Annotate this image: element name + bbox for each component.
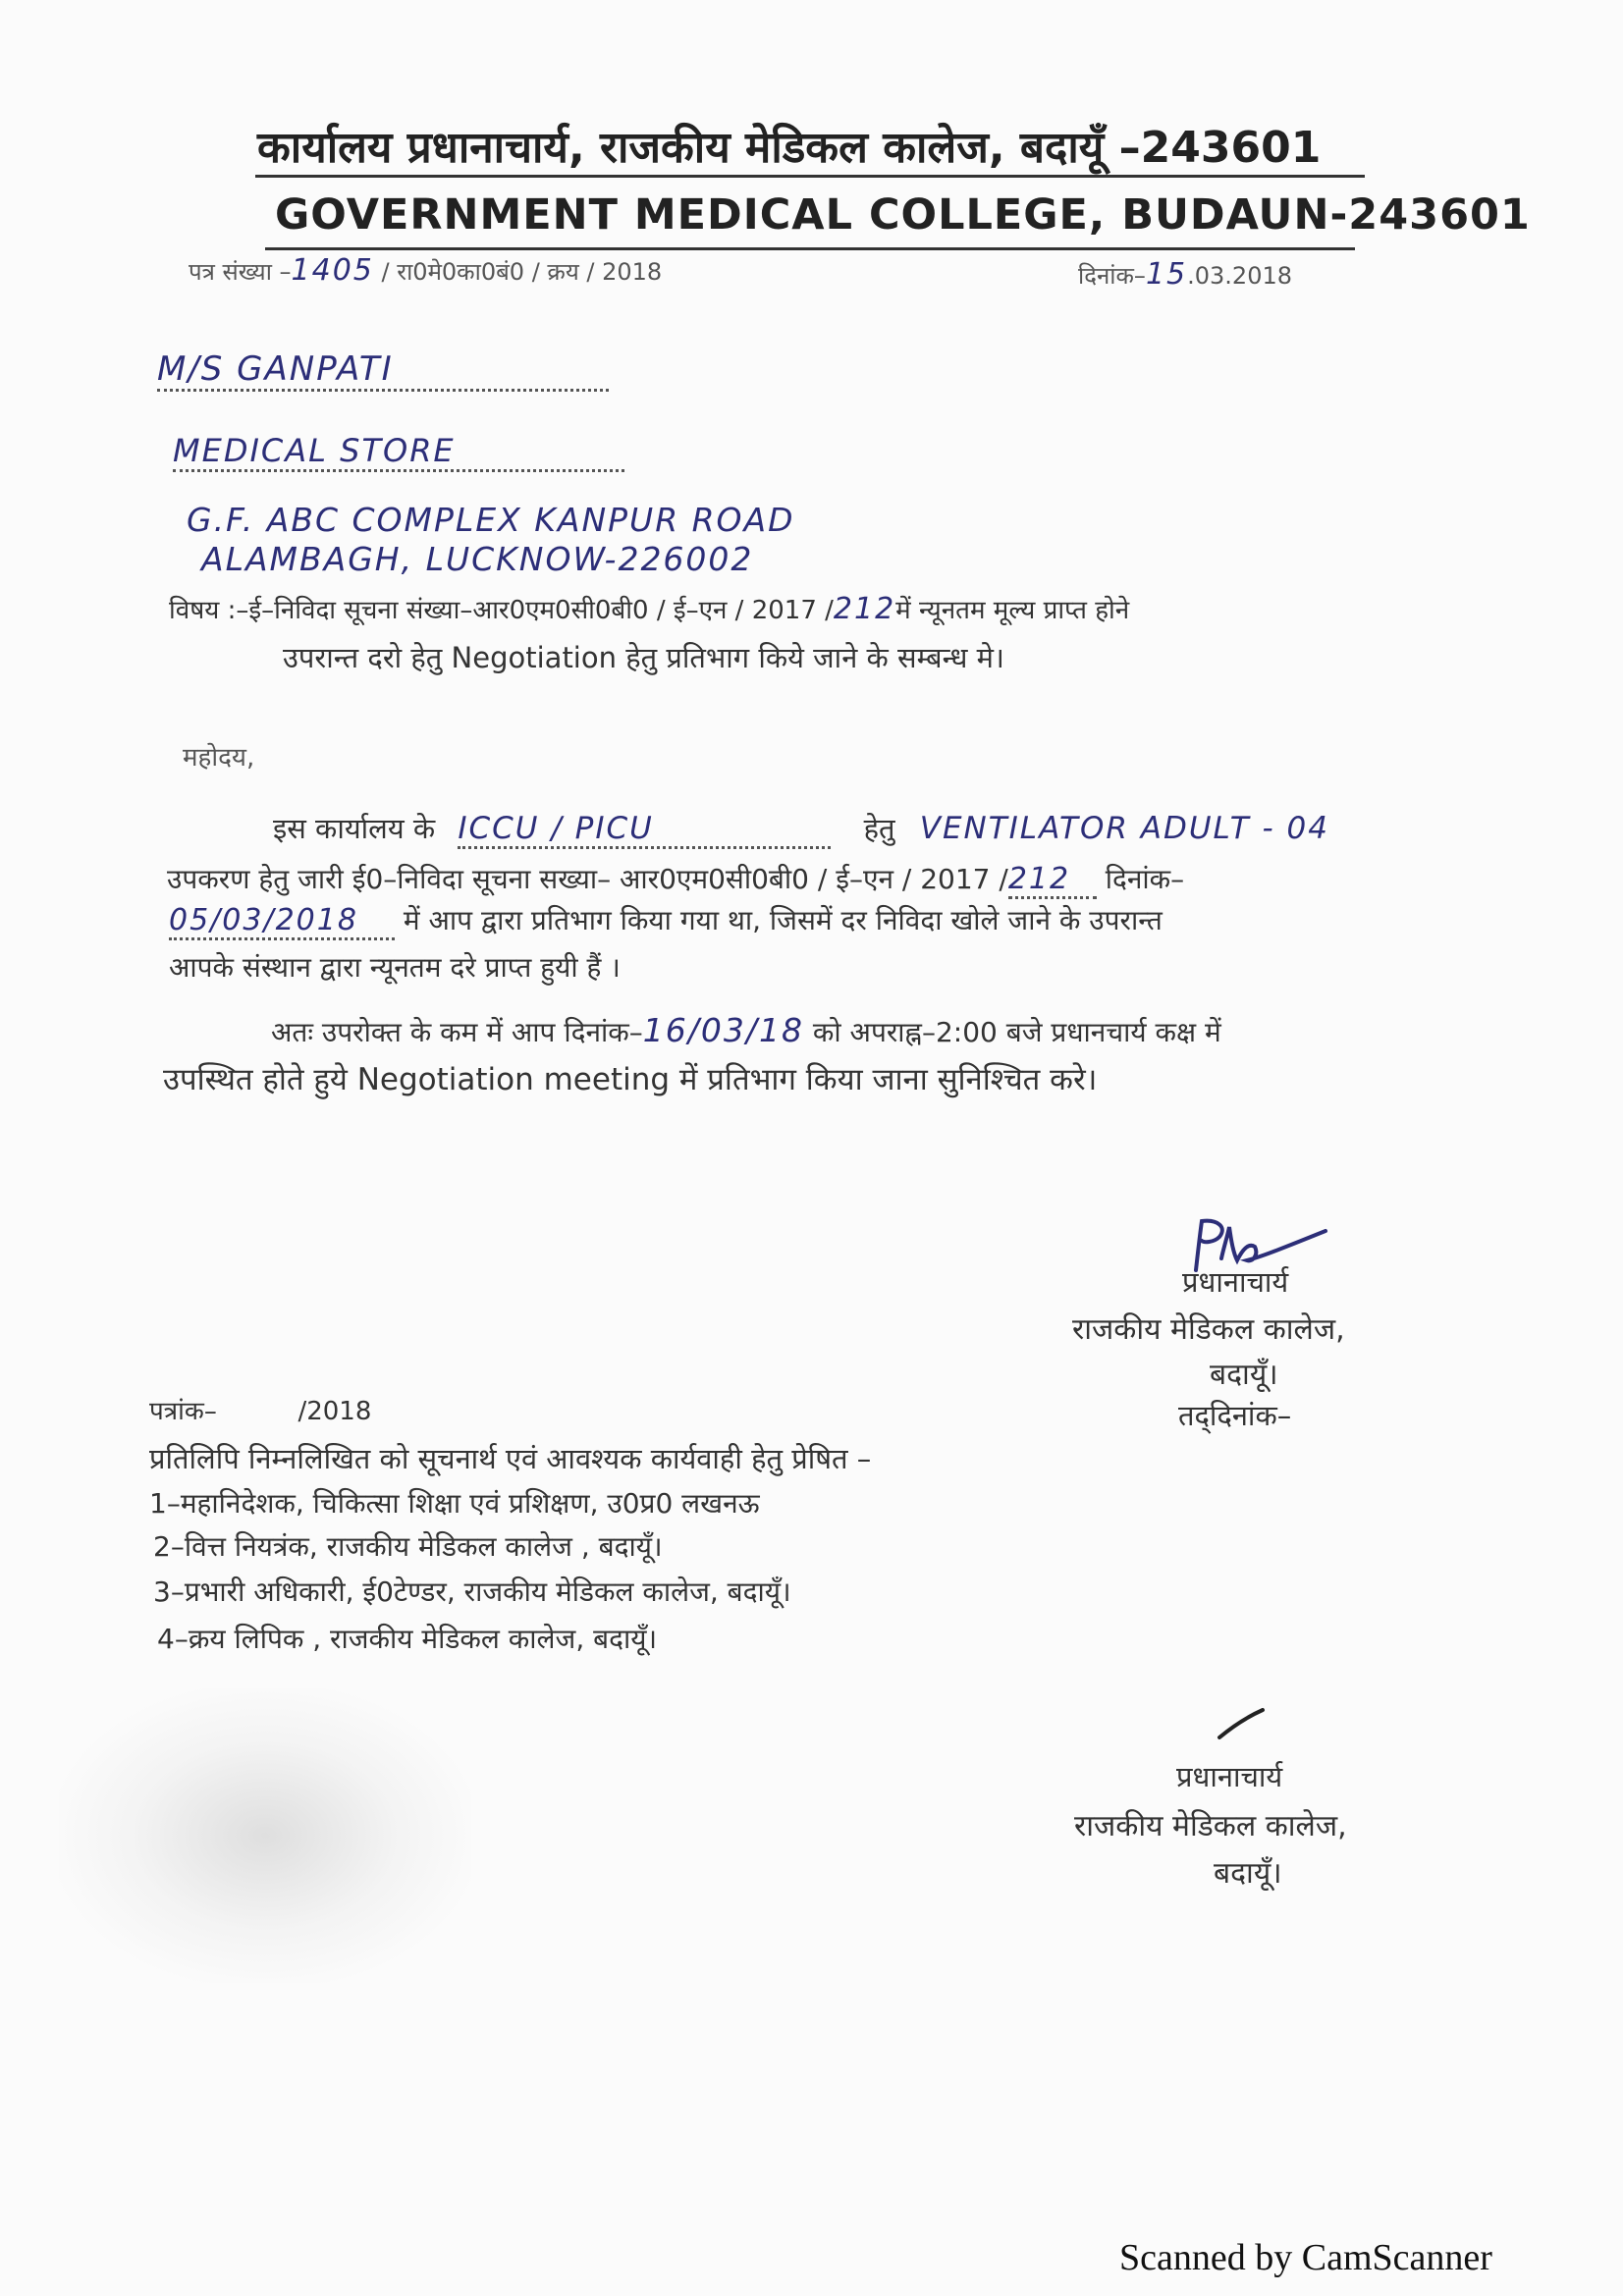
para2-line-2: उपस्थित होते हुये Negotiation meeting में प्रतिभाग किया जाना सुनिश्चित करे।	[163, 1062, 1098, 1097]
salutation: महोदय,	[183, 743, 255, 773]
reference-number: पत्र संख्या –1405 / रा0मे0का0बं0 / क्रय / 2018	[189, 253, 663, 288]
copy-item-3: 3–प्रभारी अधिकारी, ई0टेण्डर, राजकीय मेडिकल कालेज, बदायूँ।	[153, 1575, 791, 1608]
copy-item-4: 4–क्रय लिपिक , राजकीय मेडिकल कालेज, बदायूँ।	[157, 1623, 658, 1655]
college-title-english: GOVERNMENT MEDICAL COLLEGE, BUDAUN-243601	[275, 190, 1531, 240]
signatory-title: प्रधानाचार्य	[1182, 1265, 1289, 1299]
subject-tender-number-handwritten: 212	[833, 592, 896, 626]
header-rule-top	[255, 175, 1365, 178]
department-handwritten: ICCU / PICU	[458, 811, 831, 849]
copy-reference: पत्रांक– /2018	[149, 1397, 372, 1426]
signatory2-org: राजकीय मेडिकल कालेज,	[1074, 1809, 1347, 1843]
para1-line-4: आपके संस्थान द्वारा न्यूनतम दरे प्राप्त हुयी हैं ।	[169, 951, 621, 984]
para1-line-1: इस कार्यालय के ICCU / PICU हेतु VENTILATOR ADULT - 04	[273, 809, 1329, 849]
same-date-label: तद्‌दिनांक–	[1178, 1399, 1292, 1432]
signatory2-city: बदायूँ।	[1214, 1856, 1282, 1891]
equipment-handwritten: VENTILATOR ADULT - 04	[919, 811, 1329, 846]
signatory2-title: प्रधानाचार्य	[1176, 1760, 1283, 1793]
addressee-line-3: G.F. ABC COMPLEX KANPUR ROAD	[187, 501, 795, 539]
signatory-city: बदायूँ।	[1210, 1358, 1278, 1392]
initial-mark	[1214, 1704, 1272, 1743]
addressee-line-4: ALAMBAGH, LUCKNOW-226002	[201, 540, 754, 578]
para1-tender-number-handwritten: 212	[1008, 862, 1097, 899]
letter-date: दिनांक–15.03.2018	[1078, 257, 1292, 292]
meeting-date-handwritten: 16/03/18	[642, 1011, 804, 1049]
scanner-watermark: Scanned by CamScanner	[1119, 2237, 1492, 2278]
para1-line-2: उपकरण हेतु जारी ई0–निविदा सूचना सख्या– आर0एम0सी0बी0 / ई–एन / 2017 /212 दिनांक–	[167, 860, 1184, 899]
para1-line-3: 05/03/2018 में आप द्वारा प्रतिभाग किया गया था, जिसमें दर निविदा खोले जाने के उपरान्त	[169, 901, 1163, 940]
header-rule-bottom	[265, 247, 1355, 250]
office-title-hindi: कार्यालय प्रधानाचार्य, राजकीय मेडिकल कालेज, बदायूँ –243601	[257, 123, 1322, 173]
date-day-handwritten: 15	[1145, 257, 1188, 292]
copy-item-1: 1–महानिदेशक, चिकित्सा शिक्षा एवं प्रशिक्षण, उ0प्र0 लखनऊ	[149, 1487, 760, 1520]
reference-number-handwritten: 1405	[291, 253, 374, 288]
addressee-line-1: M/S GANPATI	[157, 349, 609, 392]
para2-line-1: अतः उपरोक्त के कम में आप दिनांक–16/03/18 को अपराह्न–2:00 बजे प्रधानचार्य कक्ष में	[271, 1011, 1221, 1049]
participation-date-handwritten: 05/03/2018	[169, 903, 395, 940]
subject-line-2: उपरान्त दरो हेतु Negotiation हेतु प्रतिभाग किये जाने के सम्बन्ध मे।	[283, 641, 1005, 674]
copy-intro: प्रतिलिपि निम्नलिखित को सूचनार्थ एवं आवश्यक कार्यवाही हेतु प्रेषित –	[149, 1442, 872, 1475]
scan-shadow	[59, 1688, 471, 1983]
subject-line-1: विषय :–ई–निविदा सूचना संख्या–आर0एम0सी0बी0 / ई–एन / 2017 /212में न्यूनतम मूल्य प्राप्त होने	[169, 592, 1130, 626]
copy-item-2: 2–वित्त नियत्रंक, राजकीय मेडिकल कालेज , बदायूँ।	[153, 1530, 663, 1563]
signatory-org: राजकीय मेडिकल कालेज,	[1072, 1312, 1345, 1347]
addressee-line-2: MEDICAL STORE	[173, 432, 624, 472]
